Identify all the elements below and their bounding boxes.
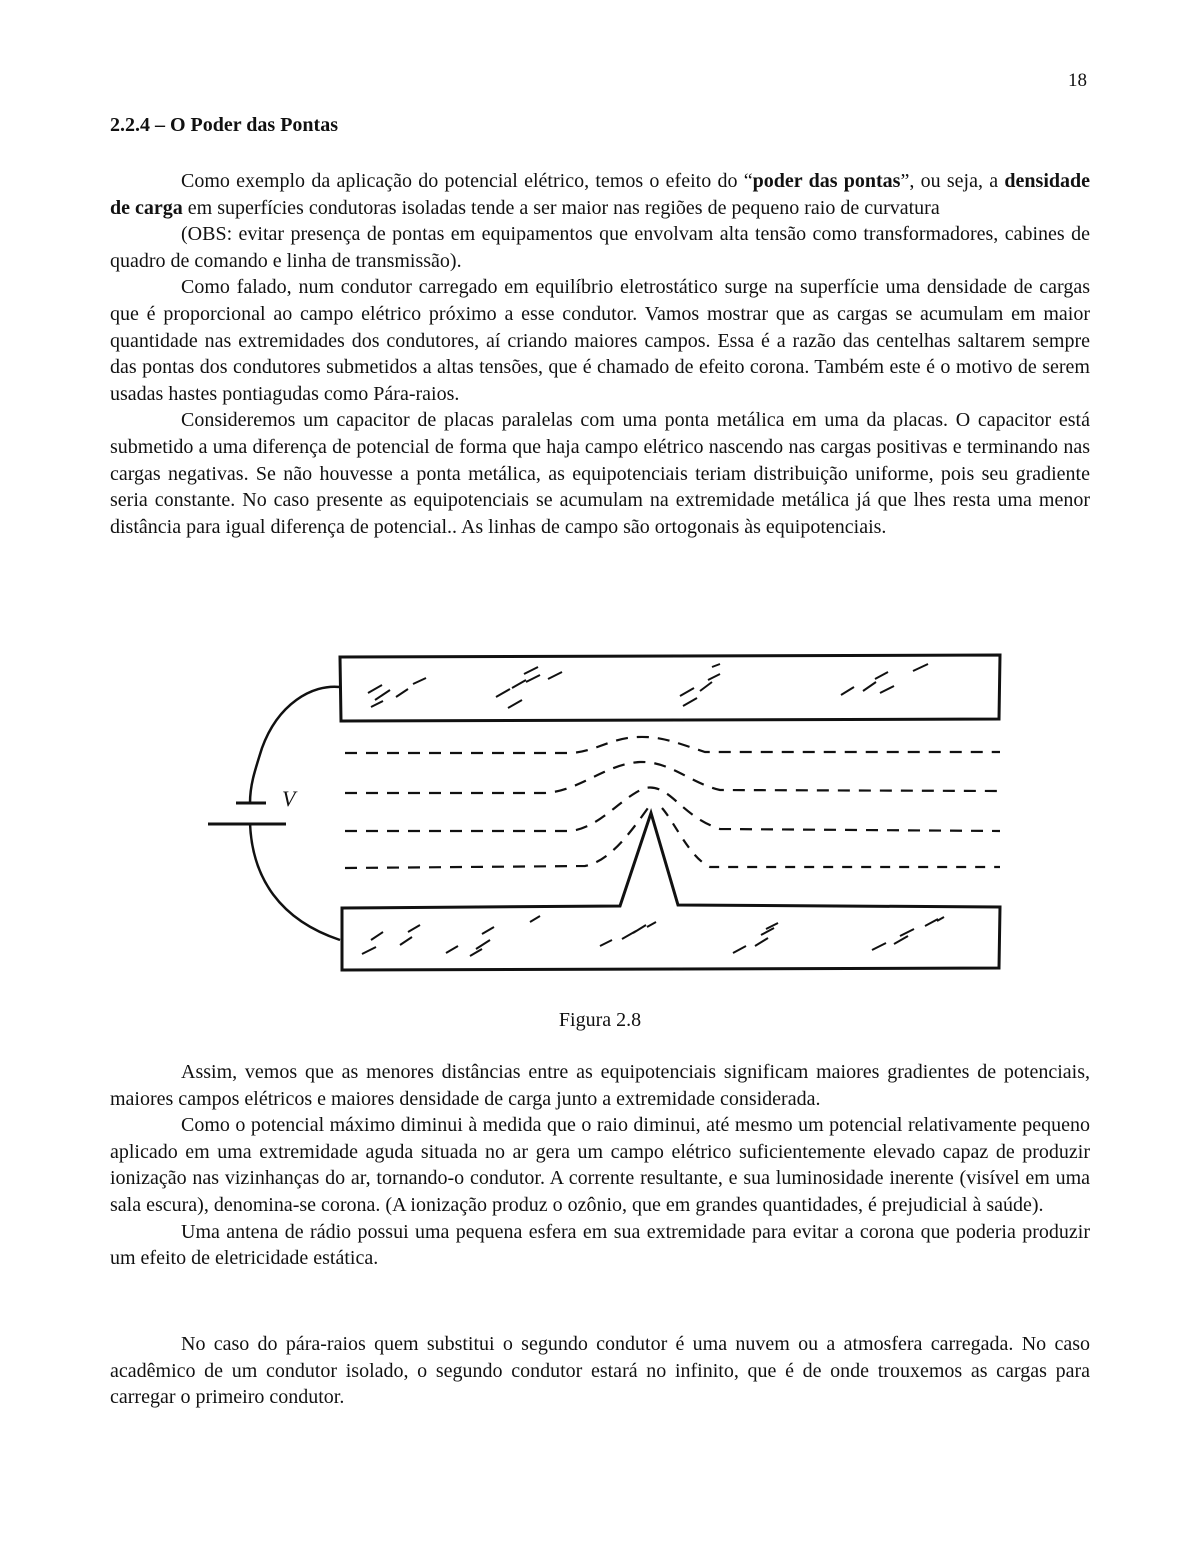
top-plate	[340, 655, 1000, 721]
paragraph-corona: Como o potencial máximo diminui à medida que o raio diminui, até mesmo um potencial relativamente pequeno aplicado em uma extremidade aguda situada no ar gera um campo elétrico suficientemente elevado capaz de produzir ionização nas vizinhanças do ar, tornando-o condutor. A corrente resultante, e sua luminosidade inerente (visível em uma sala escura), denomina-se corona. (A ionização produz o ozônio, que em grandes quantidades, é prejudicial à saúde).	[110, 1114, 1090, 1216]
paragraph-para-raios: No caso do pára-raios quem substitui o segundo condutor é uma nuvem ou a atmosfera carregada. No caso acadêmico de um condutor isolado, o segundo condutor estará no infinito, que é de onde trouxemos as cargas para carregar o primeiro condutor.	[110, 1333, 1090, 1409]
wire-bottom	[250, 823, 340, 940]
paragraph-antena: Uma antena de rádio possui uma pequena esfera em sua extremidade para evitar a corona que poderia produzir um efeito de eletricidade estática.	[110, 1220, 1090, 1270]
voltage-label: V	[282, 786, 296, 811]
bottom-plate-with-tip	[342, 813, 1000, 970]
paragraph-text: ”, ou seja, a	[900, 170, 1005, 192]
bold-term-poder-das-pontas: poder das pontas	[752, 170, 901, 192]
text-block-final	[110, 1331, 1090, 1411]
section-title: 2.2.4 – O Poder das Pontas	[110, 114, 338, 136]
text-block-top	[110, 168, 1090, 540]
bold-term-densidade-de-carga: densidade de carga	[110, 170, 1091, 219]
paragraph-efeito-corona: Como falado, num condutor carregado em equilíbrio eletrostático surge na superfície uma densidade de cargas que é proporcional ao campo elétrico próximo a esse condutor. Vamos mostrar que as cargas se acumulam em maior quantidade nas extremidades dos condutores, aí criando maiores campos. Essa é a razão das centelhas saltarem sempre das pontas dos condutores submetidos a altas tensões, que é chamado de efeito corona. Também este é o motivo de serem usadas hastes pontiagudas como Pára-raios.	[110, 276, 1090, 405]
paragraph-gradientes: Assim, vemos que as menores distâncias entre as equipotenciais significam maiores gradientes de potenciais, maiores campos elétricos e maiores densidade de carga junto a extremidade considerada.	[110, 1061, 1090, 1110]
equipotential-line-2	[345, 762, 1000, 793]
figure-capacitor-diagram	[200, 648, 1010, 978]
equipotential-line-4b	[662, 808, 1000, 867]
paragraph-obs: (OBS: evitar presença de pontas em equipamentos que envolvam alta tensão como transformadores, cabines de quadro de comando e linha de transmissão).	[110, 223, 1090, 272]
figure-caption: Figura 2.8	[558, 1009, 642, 1031]
paragraph-poder-das-pontas	[110, 168, 1090, 221]
page-number: 18	[1068, 70, 1087, 91]
paragraph-text: em superfícies condutoras isoladas tende a ser maior nas regiões de pequeno raio de curvatura	[182, 196, 940, 219]
paragraph-text: Como exemplo da aplicação do potencial elétrico, temos o efeito do “	[181, 170, 753, 192]
equipotential-line-1	[345, 737, 1000, 753]
paragraph-capacitor: Consideremos um capacitor de placas paralelas com uma ponta metálica em uma da placas. O capacitor está submetido a uma diferença de potencial de forma que haja campo elétrico nascendo nas cargas positivas e terminando nas cargas negativas. Se não houvesse a ponta metálica, as equipotenciais teriam distribuição uniforme, pois seu gradiente seria constante. No caso presente as equipotenciais se acumulam na extremidade metálica já que lhes resta uma menor distância para igual diferença de potencial.. As linhas de campo são ortogonais às equipotenciais.	[110, 409, 1090, 538]
text-block-bottom	[110, 1059, 1090, 1272]
